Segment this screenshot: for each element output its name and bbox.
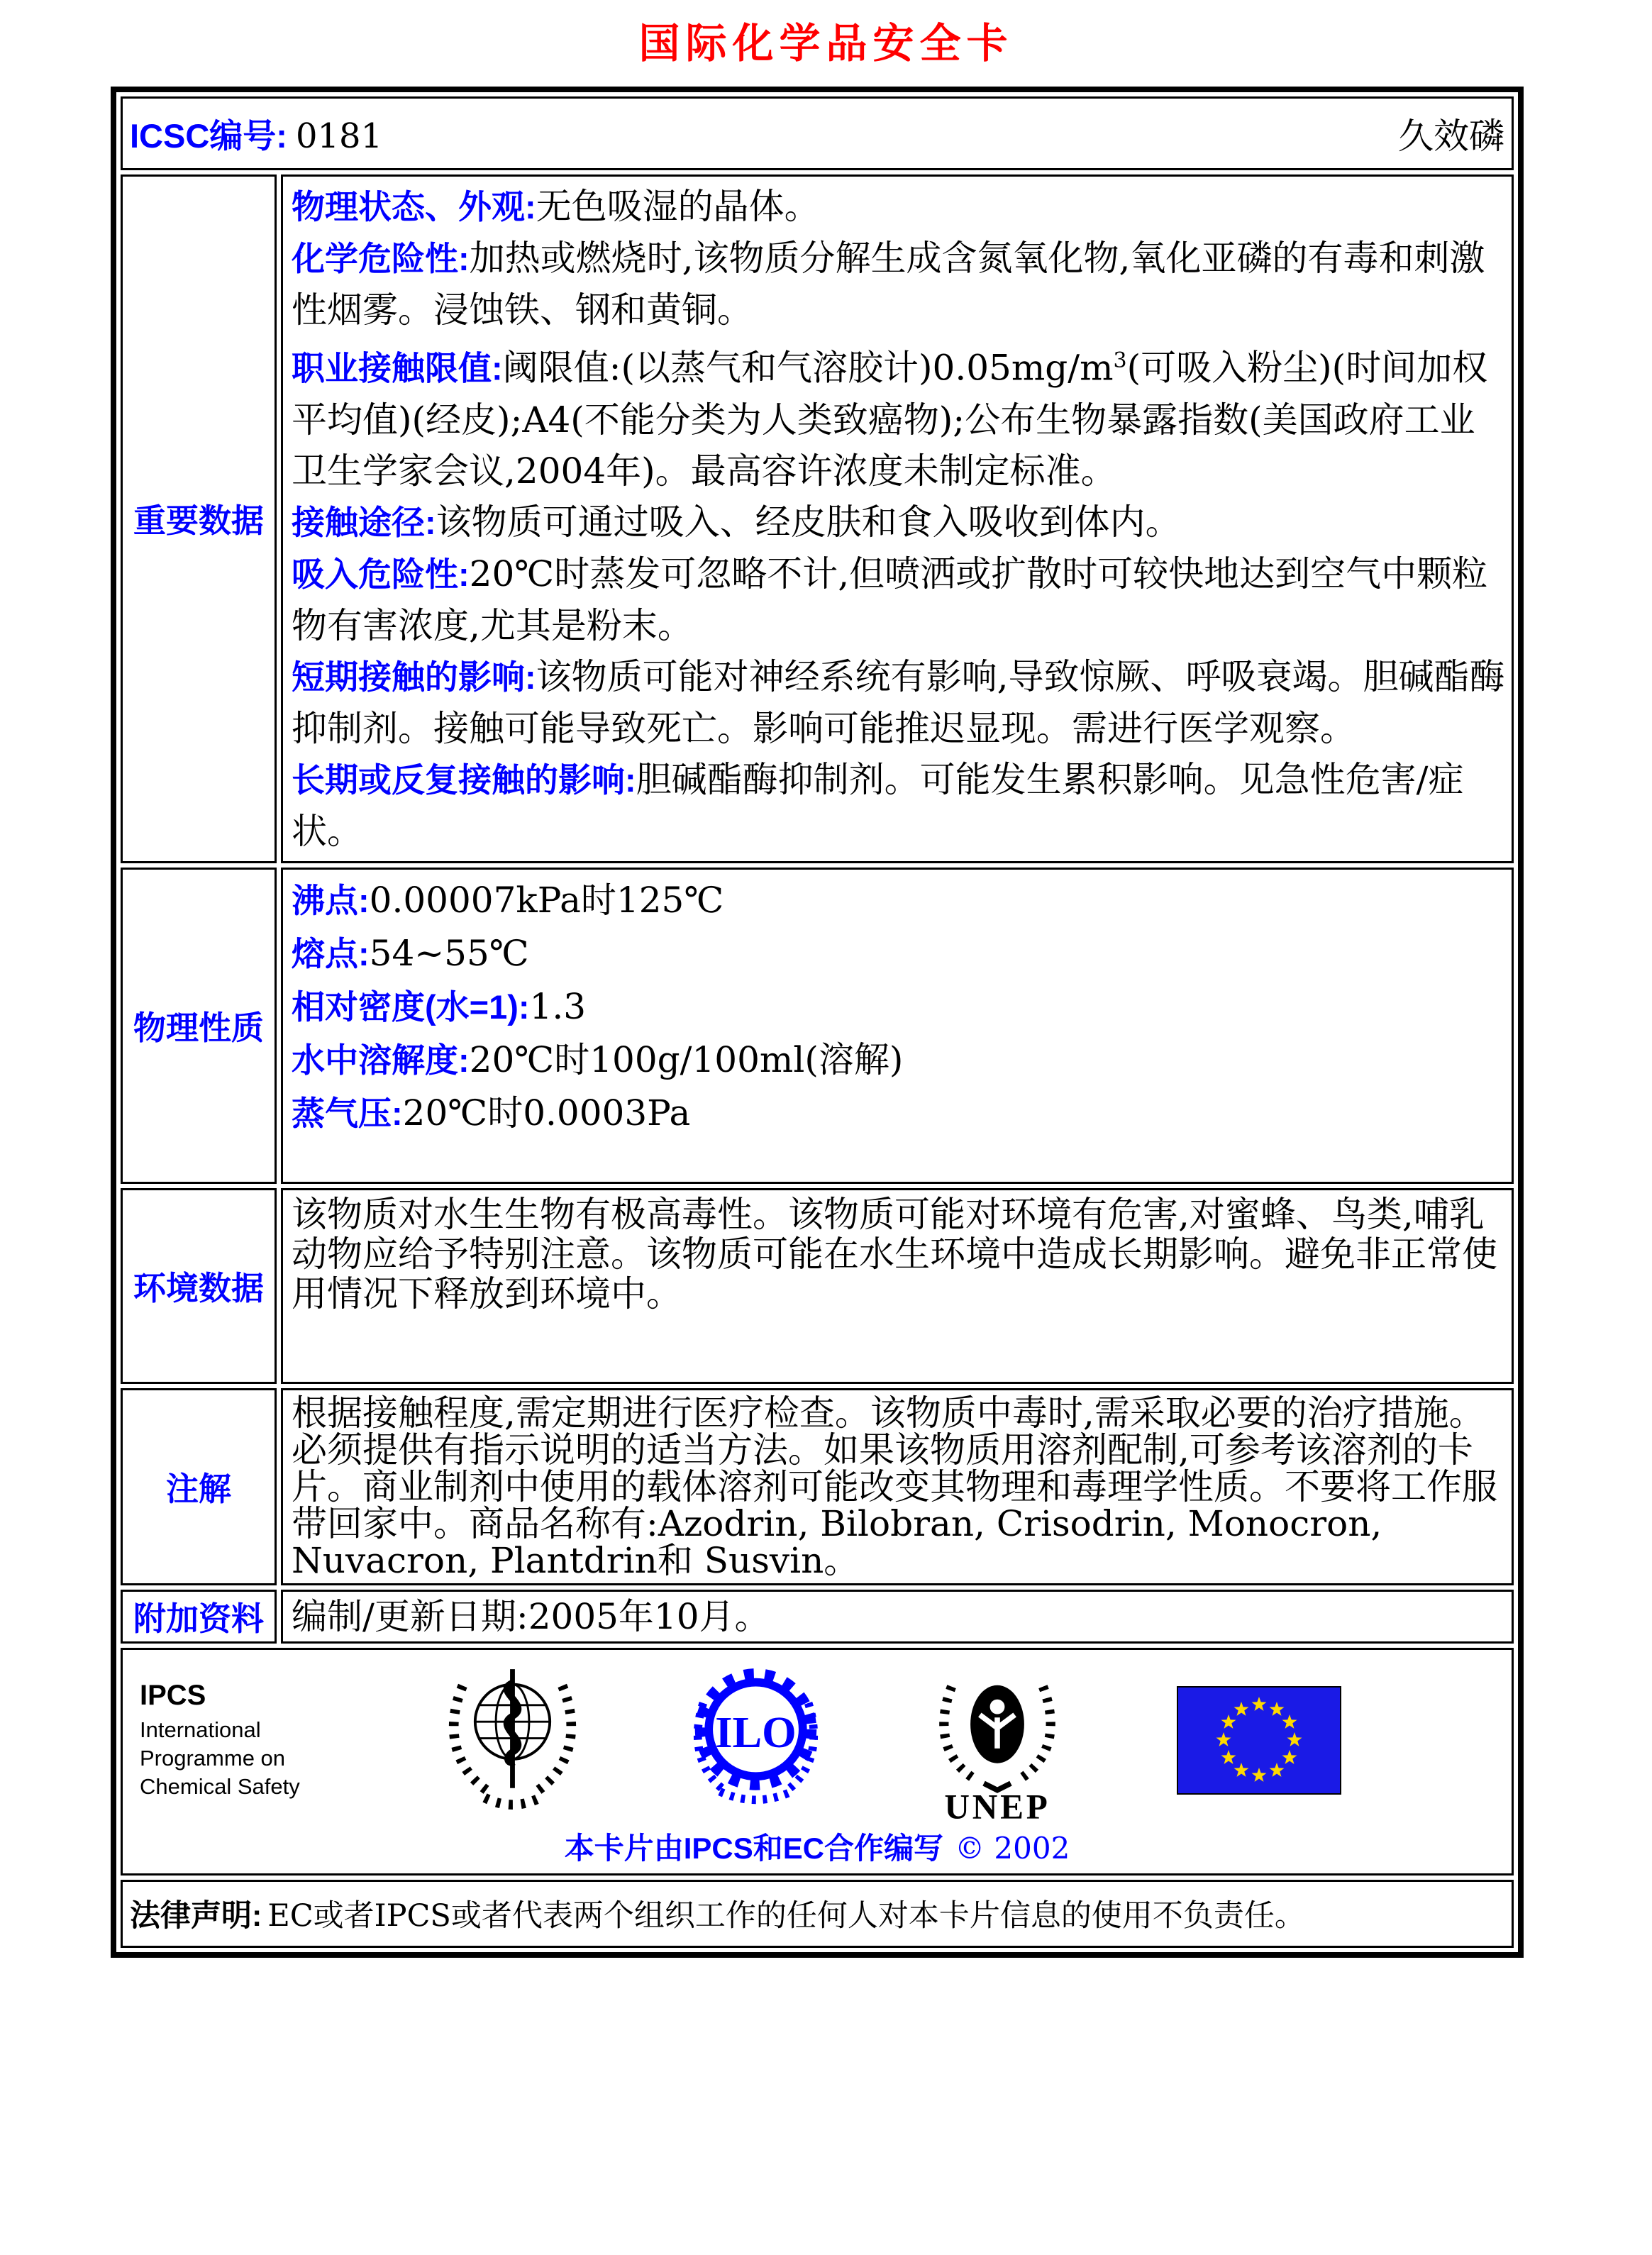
field-label: 职业接触限值: xyxy=(292,349,503,387)
field-relative-density xyxy=(292,980,1506,1034)
ilo-logo-icon xyxy=(687,1664,825,1817)
additional-info-content xyxy=(281,1590,1514,1644)
card-frame xyxy=(111,87,1524,1958)
field-label: 吸入危险性: xyxy=(292,555,470,593)
notes-text: 根据接触程度,需定期进行医疗检查。该物质中毒时,需采取必要的治疗措施。必须提供有指示说明的适当方法。如果该物质用溶剂配制,可参考该溶剂的卡片。商业制剂中使用的载体溶剂可能改变其物理和毒理学性质。不要将工作服带回家中。商品名称有:Azodrin, Bilobran, Crisodrin, Monocron, Nuvacron, Plantdrin和 Susvin。 xyxy=(292,1392,1497,1581)
field-value: 该物质可通过吸入、经皮肤和食入吸收到体内。 xyxy=(436,501,1181,543)
card-header-row xyxy=(121,96,1514,170)
section-label-environmental-data: 环境数据 xyxy=(121,1188,277,1384)
field-label: 长期或反复接触的影响: xyxy=(292,760,636,799)
field-value: 20℃时0.0003Pa xyxy=(402,1092,691,1134)
legal-notice-text: EC或者IPCS或者代表两个组织工作的任何人对本卡片信息的使用不负责任。 xyxy=(267,1898,1305,1934)
legal-notice-row xyxy=(121,1880,1514,1948)
field-long-term-effects xyxy=(292,754,1506,857)
ilo-caption: ILO xyxy=(715,1707,797,1757)
field-routes-of-exposure xyxy=(292,497,1506,548)
field-label: 短期接触的影响: xyxy=(292,658,536,696)
field-chemical-dangers xyxy=(292,233,1506,336)
field-value: 1.3 xyxy=(529,985,587,1027)
unep-logo-icon xyxy=(930,1657,1065,1824)
field-label: 相对密度(水=1): xyxy=(292,987,530,1026)
section-label-important-data: 重要数据 xyxy=(121,174,277,863)
ipcs-line-1: International xyxy=(140,1717,261,1742)
field-value: 加热或燃烧时,该物质分解生成含氮氧化物,氧化亚磷的有毒和刺激性烟雾。浸蚀铁、钢和黄铜。 xyxy=(292,238,1485,331)
field-vapour-pressure xyxy=(292,1087,1506,1140)
chemical-name: 久效磷 xyxy=(1398,116,1504,157)
field-value-continued: (可吸入粉尘)(时间加权平均值)(经皮);A4(不能分类为人类致癌物);公布生物暴露指数(美国政府工业卫生学家会议,2004年)。最高容许浓度未制定标准。 xyxy=(292,347,1488,492)
field-boiling-point xyxy=(292,874,1506,927)
field-short-term-effects xyxy=(292,651,1506,754)
field-inhalation-risk xyxy=(292,548,1506,651)
legal-notice-label: 法律声明: xyxy=(130,1899,262,1934)
ipcs-line-3: Chemical Safety xyxy=(140,1773,300,1799)
unep-caption: UNEP xyxy=(944,1787,1050,1824)
field-physical-state-appearance xyxy=(292,181,1506,233)
field-label: 化学危险性: xyxy=(292,240,470,277)
section-label-physical-properties: 物理性质 xyxy=(121,868,277,1184)
credit-line xyxy=(123,1825,1512,1868)
credit-text: 本卡片由IPCS和EC合作编写 xyxy=(564,1831,944,1865)
page-title: 国际化学品安全卡 xyxy=(638,21,1014,67)
physical-properties-list xyxy=(292,874,1506,1178)
important-data-content xyxy=(281,174,1514,863)
field-water-solubility xyxy=(292,1034,1506,1087)
field-value: 0.00007kPa时125℃ xyxy=(369,879,724,921)
field-value: 阈限值:(以蒸气和气溶胶计)0.05mg/m xyxy=(502,347,1114,389)
physical-properties-row xyxy=(121,868,1514,1184)
ipcs-line-2: Programme on xyxy=(140,1745,286,1771)
field-value: 20℃时100g/100ml(溶解) xyxy=(469,1038,904,1080)
field-value: 该物质可能对神经系统有影响,导致惊厥、呼吸衰竭。胆碱酯酶抑制剂。接触可能导致死亡。影响可能推迟显现。需进行医学观察。 xyxy=(292,655,1505,749)
environmental-data-text-wrap xyxy=(292,1195,1506,1378)
field-melting-point xyxy=(292,927,1506,980)
additional-info-row xyxy=(121,1590,1514,1644)
additional-info-text: 编制/更新日期:2005年10月。 xyxy=(292,1595,770,1637)
logos-row xyxy=(123,1657,1512,1824)
organizations-footer xyxy=(121,1648,1514,1876)
field-label: 水中溶解度: xyxy=(292,1041,470,1079)
field-value: 无色吸湿的晶体。 xyxy=(536,186,820,227)
field-label: 熔点: xyxy=(292,934,370,973)
field-value: 20℃时蒸发可忽略不计,但喷洒或扩散时可较快地达到空气中颗粒物有害浓度,尤其是粉末。 xyxy=(292,553,1488,646)
environmental-data-row xyxy=(121,1188,1514,1384)
environmental-data-text: 该物质对水生生物有极高毒性。该物质可能对环境有危害,对蜜蜂、鸟类,哺乳动物应给予特别注意。该物质可能在水生环境中造成长期影响。避免非正常使用情况下释放到环境中。 xyxy=(292,1193,1497,1314)
who-logo-icon xyxy=(443,1661,582,1820)
superscript-3: 3 xyxy=(1113,348,1127,373)
notes-content xyxy=(281,1388,1514,1585)
field-label: 接触途径: xyxy=(292,503,436,541)
icsc-number-value: 0181 xyxy=(295,116,383,156)
field-value: 54~55℃ xyxy=(369,932,529,974)
section-label-notes: 注解 xyxy=(121,1388,277,1585)
field-label: 物理状态、外观: xyxy=(292,188,536,226)
eu-flag-icon xyxy=(1177,1686,1341,1795)
ipcs-text-block xyxy=(140,1680,353,1801)
physical-properties-content xyxy=(281,868,1514,1184)
field-label: 沸点: xyxy=(292,881,370,919)
icsc-number-group xyxy=(130,110,382,157)
important-data-row xyxy=(121,174,1514,863)
ipcs-acronym: IPCS xyxy=(140,1679,206,1711)
field-occupational-exposure-limits xyxy=(292,336,1506,497)
field-value: 胆碱酯酶抑制剂。可能发生累积影响。见急性危害/症状。 xyxy=(292,758,1464,852)
environmental-data-content xyxy=(281,1188,1514,1384)
copyright-text: © 2002 xyxy=(955,1830,1070,1866)
section-label-additional-info: 附加资料 xyxy=(121,1590,277,1644)
notes-row xyxy=(121,1388,1514,1585)
field-label: 蒸气压: xyxy=(292,1094,403,1132)
icsc-number-label: ICSC编号: xyxy=(130,116,287,155)
